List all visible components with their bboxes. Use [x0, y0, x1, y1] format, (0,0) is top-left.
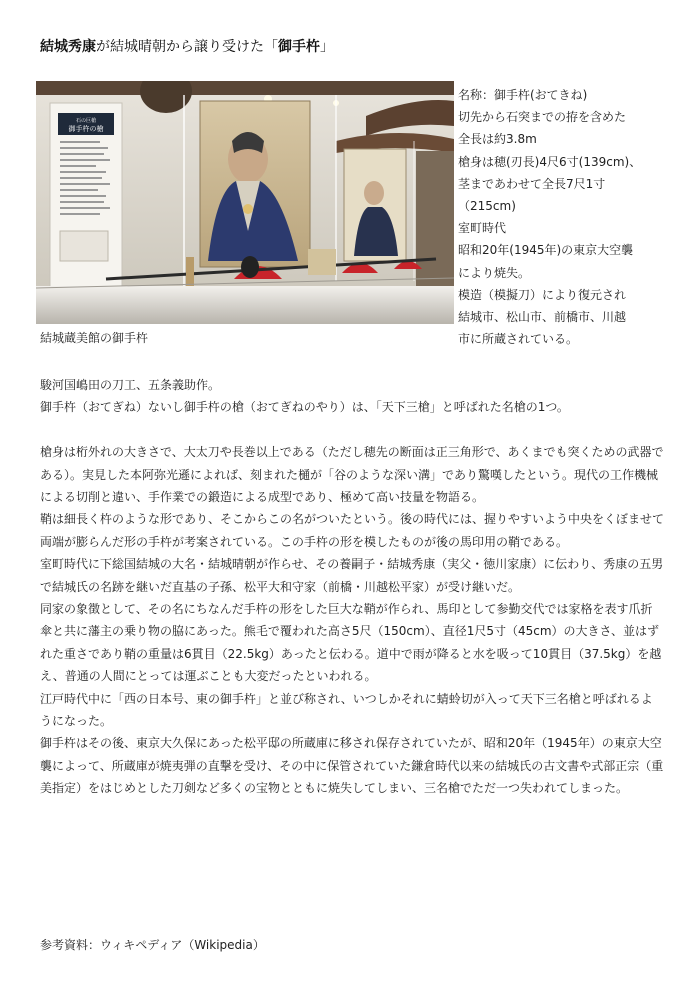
info-box — [458, 84, 694, 350]
paragraph: 江戸時代中に「西の日本号、東の御手杵」と並び称され、いつしかそれに蜻蛉切が入って天下三名槍と呼ばれるようになった。 — [40, 691, 653, 729]
photo-caption: 結城蔵美館の御手杵 — [40, 331, 149, 345]
paragraph: 駿河国嶋田の刀工、五条義助作。 — [40, 378, 221, 392]
info-line: 結城市、松山市、前橋市、川越 — [458, 310, 627, 325]
info-line: により焼失。 — [458, 265, 531, 280]
museum-photo — [36, 81, 454, 324]
info-line: 切先から石突までの拵を含めた — [458, 110, 627, 125]
info-line: 槍身は穂(刃長)4尺6寸(139cm)、 — [458, 154, 642, 169]
title-item: 御手杵 — [278, 39, 320, 55]
page-title — [40, 36, 680, 58]
title-quote-open: 「 — [264, 39, 278, 55]
paragraph: 御手杵はその後、東京大久保にあった松平邸の所蔵庫に移され保存されていたが、昭和20年（1945年）の東京大空襲によって、所蔵庫が焼夷弾の直撃を受け、その中に保管されていた鎌倉時代以来の結城氏の古文書や式部正宗（重美指定）をはじめとした刀剣など多くの宝物とともに焼失してしまい、三名槍でただ一つ失われてしまった。 — [40, 736, 664, 796]
title-middle: が結城晴朝から譲り受けた — [96, 39, 264, 55]
reference-note: 参考資料：ウィキペディア（Wikipedia） — [40, 938, 265, 952]
paragraph: 御手杵（おてぎね）ないし御手杵の槍（おてぎねのやり）は、「天下三槍」と呼ばれた名槍の1つ。 — [40, 400, 569, 415]
info-line: 茎まであわせて全長7尺1寸 — [458, 176, 606, 191]
placard-heading: 石の巨槍 — [75, 118, 97, 124]
paragraph: 槍身は桁外れの大きさで、大太刀や長巻以上である（ただし穂先の断面は正三角形で、あくまでも突くための武器である）。実見した本阿弥光遜によれば、刻まれた樋が「谷のような深い溝」であり驚嘆したという。現代の工作機械による切削と違い、手作業での鍛造による成型であり、極めて高い技量を物語る。 — [40, 445, 664, 505]
title-quote-close: 」 — [320, 39, 334, 55]
info-line: （215cm) — [458, 199, 516, 214]
info-line: 名称：御手杵(おてきね) — [458, 88, 588, 102]
title-name: 結城秀康 — [40, 39, 96, 55]
info-line: 室町時代 — [458, 221, 507, 236]
paragraph: 室町時代に下総国結城の大名・結城晴朝が作らせ、その養嗣子・結城秀康（実父・徳川家康）に伝わり、秀康の五男で結城氏の名跡を継いだ直基の子孫、松平大和守家（前橋・川越松平家）が受け継いだ。 — [40, 557, 664, 594]
paragraph: 鞘は細長く杵のような形であり、そこからこの名がついたという。後の時代には、握りやすいよう中央をくぼませて両端が膨らんだ形の手杵が考案されている。この手杵の形を模したものが後の馬印用の鞘である。 — [40, 512, 665, 549]
info-line: 模造（模擬刀）により復元され — [458, 287, 627, 302]
info-line: 全長は約3.8m — [458, 132, 537, 147]
paragraph-gap — [40, 419, 664, 441]
article-body — [40, 374, 664, 800]
placard-title: 御手杵の槍 — [68, 125, 104, 133]
info-line: 市に所蔵されている。 — [458, 332, 579, 347]
info-line: 昭和20年(1945年)の東京大空襲 — [458, 243, 634, 258]
paragraph: 同家の象徴として、その名にちなんだ手杵の形をした巨大な鞘が作られ、馬印として参勤交代では家格を表す爪折傘と共に藩主の乗り物の脇にあった。熊毛で覆われた高さ5尺（150cm）、直径1尺5寸（45cm）の大きさ、並はずれた重さであり鞘の重量は6貫目（22.5kg）あったと伝わる。道中で雨が降ると水を吸って10貫目（37.5kg）を越え、普通の人間にとっては運ぶことも大変だったといわれる。 — [40, 602, 662, 684]
